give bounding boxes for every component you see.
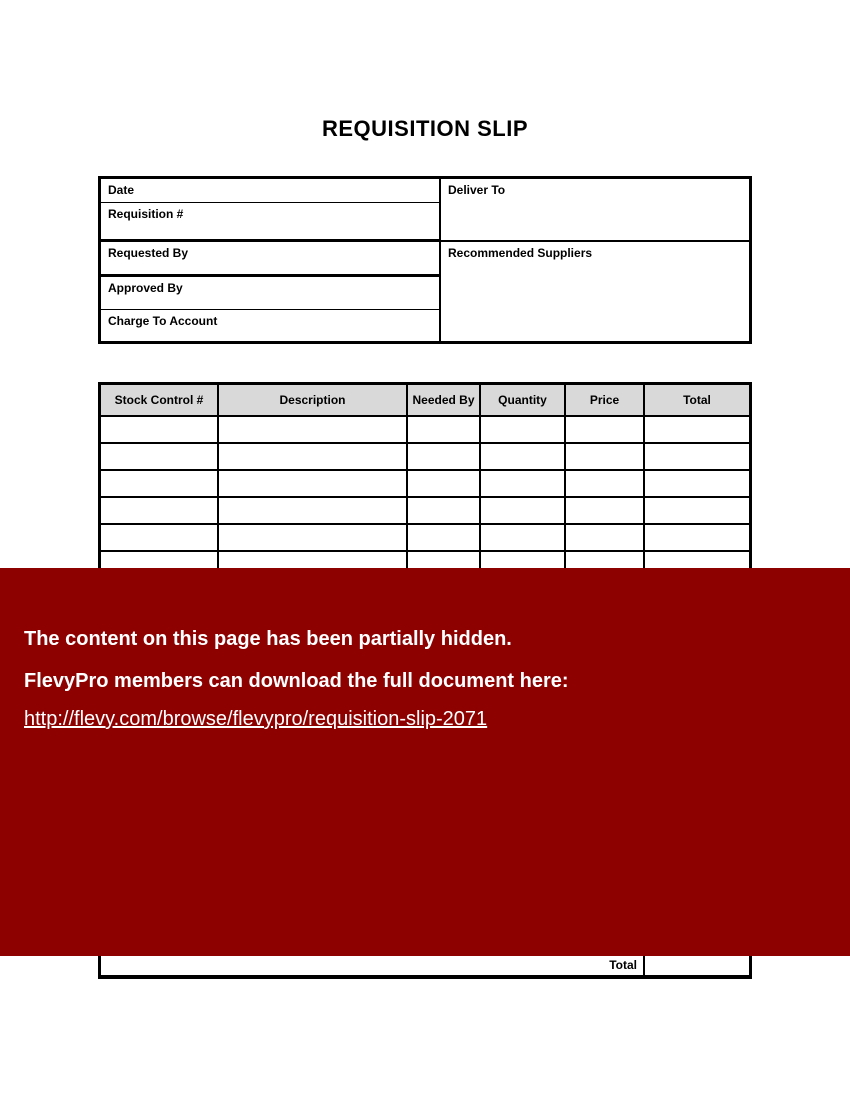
cell-quantity — [479, 525, 564, 550]
field-approved-by: Approved By — [101, 277, 439, 310]
cell-description — [217, 498, 406, 523]
info-table-left-column — [101, 179, 441, 341]
cell-total — [643, 498, 749, 523]
download-document-link[interactable]: http://flevy.com/browse/flevypro/requisition-slip-2071 — [24, 708, 488, 730]
column-header-quantity: Quantity — [479, 385, 564, 415]
items-table-footer — [101, 953, 749, 975]
cell-stock-control — [101, 444, 217, 469]
column-header-stock-control: Stock Control # — [114, 392, 204, 407]
field-date: Date — [101, 179, 439, 203]
column-header-price: Price — [564, 385, 643, 415]
cell-description — [217, 417, 406, 442]
hidden-content-overlay — [0, 568, 850, 956]
cell-total — [643, 444, 749, 469]
cell-price — [564, 498, 643, 523]
info-table-right-column — [441, 179, 749, 341]
cell-price — [564, 417, 643, 442]
cell-quantity — [479, 444, 564, 469]
field-requested-by: Requested By — [101, 242, 439, 277]
requisition-info-table — [98, 176, 752, 344]
column-header-description: Description — [217, 385, 406, 415]
cell-stock-control — [101, 498, 217, 523]
items-table-header — [101, 385, 749, 417]
cell-price — [564, 444, 643, 469]
cell-total — [643, 471, 749, 496]
page-title: REQUISITION SLIP — [321, 116, 529, 141]
column-header-total: Total — [643, 385, 749, 415]
field-charge-to-account: Charge To Account — [108, 314, 218, 328]
cell-description — [217, 525, 406, 550]
field-requisition-number: Requisition # — [101, 203, 439, 242]
cell-price — [564, 525, 643, 550]
cell-needed-by — [406, 471, 479, 496]
cell-needed-by — [406, 444, 479, 469]
table-row — [101, 417, 749, 444]
table-row — [101, 444, 749, 471]
field-deliver-to: Deliver To — [441, 179, 749, 242]
overlay-link-line — [24, 708, 487, 731]
cell-description — [217, 444, 406, 469]
cell-needed-by — [406, 417, 479, 442]
total-value-cell — [643, 954, 749, 975]
cell-stock-control — [101, 471, 217, 496]
table-row — [101, 471, 749, 498]
cell-quantity — [479, 498, 564, 523]
cell-needed-by — [406, 525, 479, 550]
field-recommended-suppliers: Recommended Suppliers — [448, 246, 593, 260]
table-row — [101, 525, 749, 552]
table-row — [101, 498, 749, 525]
cell-stock-control — [101, 525, 217, 550]
cell-description — [217, 471, 406, 496]
cell-quantity — [479, 417, 564, 442]
overlay-message-line1: The content on this page has been partially hidden. — [24, 628, 512, 650]
column-header-needed-by: Needed By — [406, 385, 479, 415]
cell-price — [564, 471, 643, 496]
cell-total — [643, 525, 749, 550]
total-label: Total — [609, 958, 637, 972]
cell-stock-control — [101, 417, 217, 442]
cell-quantity — [479, 471, 564, 496]
overlay-message-line2: FlevyPro members can download the full document here: — [24, 670, 569, 692]
cell-needed-by — [406, 498, 479, 523]
cell-total — [643, 417, 749, 442]
